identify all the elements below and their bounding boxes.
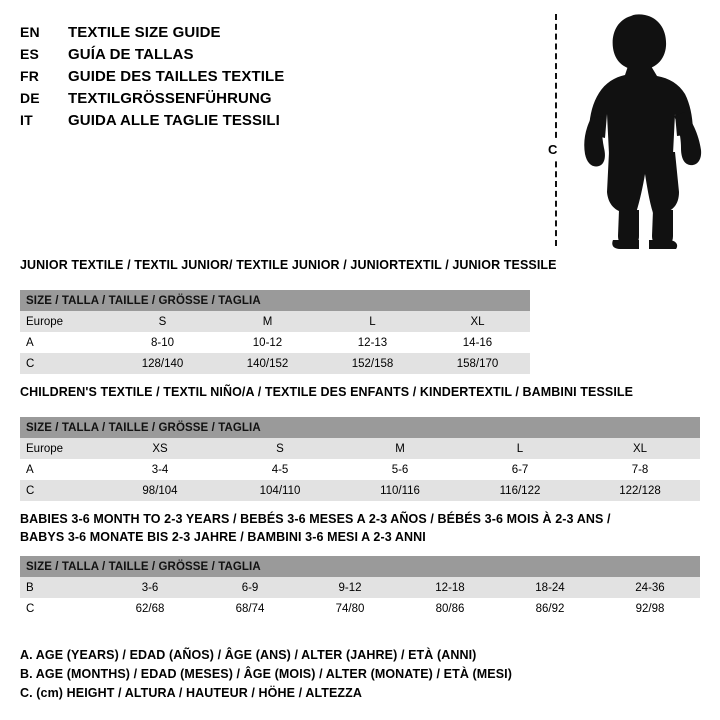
cell-value: 128/140 <box>110 353 215 374</box>
cell-value: M <box>340 438 460 459</box>
cell-value: 86/92 <box>500 598 600 619</box>
language-text-en: TEXTILE SIZE GUIDE <box>68 24 221 41</box>
language-code-de: DE <box>20 90 40 106</box>
cell-value: 12-18 <box>400 577 500 598</box>
row-label: Europe <box>20 438 100 459</box>
legend-line-b: B. AGE (MONTHS) / EDAD (MESES) / ÂGE (MOIS) / ALTER (MONATE) / ETÀ (MESI) <box>20 667 513 681</box>
row-label: C <box>20 480 100 501</box>
cell-value: 18-24 <box>500 577 600 598</box>
section-title-babies-line2: BABYS 3-6 MONATE BIS 2-3 JAHRE / BAMBINI 3-6 MESI A 2-3 ANNI <box>20 530 426 544</box>
table-row <box>20 332 530 353</box>
language-text-it: GUIDA ALLE TAGLIE TESSILI <box>68 112 280 129</box>
babies-size-table <box>20 556 700 619</box>
cell-value: M <box>215 311 320 332</box>
table-row <box>20 598 700 619</box>
cell-value: XL <box>580 438 700 459</box>
table-row <box>20 311 530 332</box>
language-text-es: GUÍA DE TALLAS <box>68 46 194 63</box>
language-row-de <box>20 90 500 112</box>
table-row <box>20 459 700 480</box>
table-row <box>20 480 700 501</box>
language-row-fr <box>20 68 500 90</box>
cell-value: 152/158 <box>320 353 425 374</box>
cell-value: 3-4 <box>100 459 220 480</box>
table-row <box>20 438 700 459</box>
row-label: C <box>20 598 100 619</box>
cell-value: 5-6 <box>340 459 460 480</box>
language-code-fr: FR <box>20 68 40 84</box>
legend-line-c: C. (cm) HEIGHT / ALTURA / HAUTEUR / HÖHE / ALTEZZA <box>20 686 363 700</box>
row-label: Europe <box>20 311 110 332</box>
row-label: A <box>20 459 100 480</box>
cell-value: 140/152 <box>215 353 320 374</box>
row-label: B <box>20 577 100 598</box>
cell-value: 74/80 <box>300 598 400 619</box>
cell-value: 158/170 <box>425 353 530 374</box>
language-text-fr: GUIDE DES TAILLES TEXTILE <box>68 68 285 85</box>
cell-value: L <box>320 311 425 332</box>
row-label: A <box>20 332 110 353</box>
language-code-es: ES <box>20 46 40 62</box>
children-table-header-label: SIZE / TALLA / TAILLE / GRÖSSE / TAGLIA <box>20 417 700 438</box>
babies-table-header-label: SIZE / TALLA / TAILLE / GRÖSSE / TAGLIA <box>20 556 700 577</box>
language-title-block <box>20 24 500 134</box>
language-text-de: TEXTILGRÖSSENFÜHRUNG <box>68 90 272 107</box>
cell-value: 14-16 <box>425 332 530 353</box>
table-header-row <box>20 556 700 577</box>
language-row-en <box>20 24 500 46</box>
cell-value: XL <box>425 311 530 332</box>
legend-line-a: A. AGE (YEARS) / EDAD (AÑOS) / ÂGE (ANS) / ALTER (JAHRE) / ETÀ (ANNI) <box>20 648 477 662</box>
cell-value: 98/104 <box>100 480 220 501</box>
cell-value: 6-7 <box>460 459 580 480</box>
language-row-it <box>20 112 500 134</box>
cell-value: 116/122 <box>460 480 580 501</box>
section-title-babies-line1: BABIES 3-6 MONTH TO 2-3 YEARS / BEBÉS 3-6 MESES A 2-3 AÑOS / BÉBÉS 3-6 MOIS À 2-3 ANS / <box>20 512 611 526</box>
table-header-row <box>20 290 530 311</box>
table-row <box>20 577 700 598</box>
junior-table-header-label: SIZE / TALLA / TAILLE / GRÖSSE / TAGLIA <box>20 290 530 311</box>
section-title-children: CHILDREN'S TEXTILE / TEXTIL NIÑO/A / TEXTILE DES ENFANTS / KINDERTEXTIL / BAMBINI TESSILE <box>20 385 634 399</box>
cell-value: 6-9 <box>200 577 300 598</box>
cell-value: 12-13 <box>320 332 425 353</box>
table-row <box>20 353 530 374</box>
child-silhouette-icon <box>573 14 713 250</box>
cell-value: 110/116 <box>340 480 460 501</box>
children-size-table <box>20 417 700 501</box>
cell-value: 3-6 <box>100 577 200 598</box>
language-row-es <box>20 46 500 68</box>
junior-size-table <box>20 290 530 374</box>
cell-value: 24-36 <box>600 577 700 598</box>
cell-value: 92/98 <box>600 598 700 619</box>
cell-value: S <box>110 311 215 332</box>
height-measure-figure <box>525 10 710 250</box>
cell-value: 7-8 <box>580 459 700 480</box>
cell-value: 104/110 <box>220 480 340 501</box>
cell-value: L <box>460 438 580 459</box>
section-title-junior: JUNIOR TEXTILE / TEXTIL JUNIOR/ TEXTILE JUNIOR / JUNIORTEXTIL / JUNIOR TESSILE <box>20 258 557 272</box>
cell-value: 10-12 <box>215 332 320 353</box>
language-code-en: EN <box>20 24 40 40</box>
cell-value: 122/128 <box>580 480 700 501</box>
row-label: C <box>20 353 110 374</box>
cell-value: 62/68 <box>100 598 200 619</box>
measure-dashed-line <box>555 14 557 246</box>
cell-value: S <box>220 438 340 459</box>
cell-value: 68/74 <box>200 598 300 619</box>
cell-value: 4-5 <box>220 459 340 480</box>
table-header-row <box>20 417 700 438</box>
measure-label-c: C <box>548 142 558 157</box>
language-code-it: IT <box>20 112 33 128</box>
cell-value: 8-10 <box>110 332 215 353</box>
cell-value: 9-12 <box>300 577 400 598</box>
cell-value: 80/86 <box>400 598 500 619</box>
cell-value: XS <box>100 438 220 459</box>
